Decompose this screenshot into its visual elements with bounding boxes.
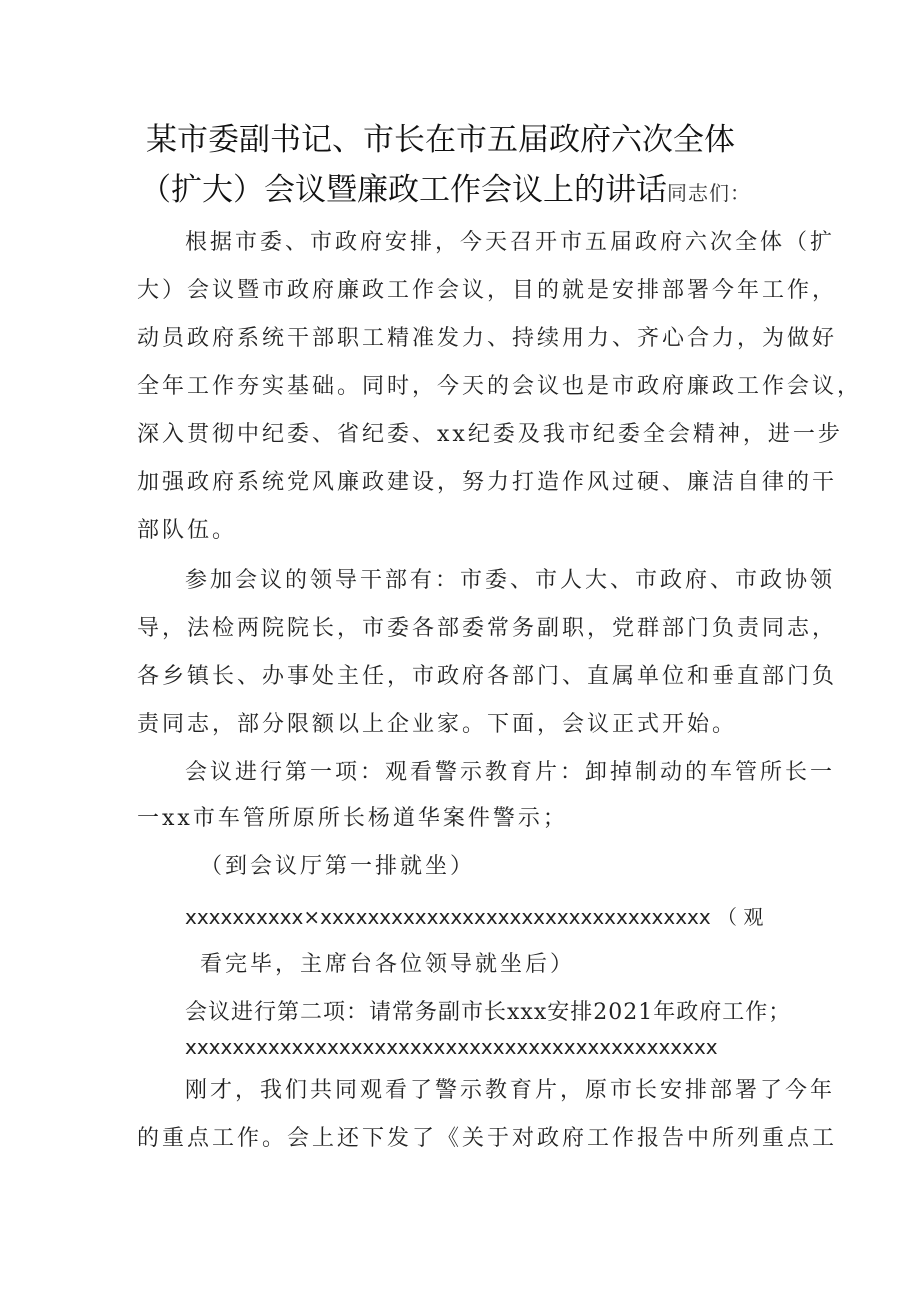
paragraph-line: 动员政府系统干部职工精准发力、持续用力、齐心合力，为做好 <box>137 326 838 351</box>
paragraph-line: 一xx市车管所原所长杨道华案件警示； <box>137 806 568 831</box>
paragraph-line: 各乡镇长、办事处主任，市政府各部门、直属单位和垂直部门负 <box>137 664 838 689</box>
paragraph-line: 责同志，部分限额以上企业家。下面，会议正式开始。 <box>137 712 738 737</box>
paragraph-line: 刚才，我们共同观看了警示教育片，原市长安排部署了今年 <box>185 1078 836 1103</box>
document-title-line-2 <box>140 170 751 213</box>
paragraph-line: 深入贯彻中纪委、省纪委、xx纪委及我市纪委全会精神，进一步 <box>137 422 843 447</box>
paragraph-line: 大）会议暨市政府廉政工作会议，目的就是安排部署今年工作， <box>137 278 838 303</box>
document-title-text: （扩大）会议暨廉政工作会议上的讲话 <box>140 172 667 208</box>
stage-direction: （到会议厅第一排就坐） <box>200 854 476 879</box>
paragraph-line: 全年工作夯实基础。同时，今天的会议也是市政府廉政工作会议， <box>137 374 863 399</box>
placeholder-line: xxxxxxxxxx×xxxxxxxxxxxxxxxxxxxxxxxxxxxxxxxxx （ 观 <box>185 905 764 929</box>
salutation: 同志们： <box>667 181 751 205</box>
paragraph-line: 部队伍。 <box>137 518 238 543</box>
paragraph-line: 会议进行第二项：请常务副市长xxx安排2021年政府工作； <box>185 1000 792 1025</box>
placeholder-line: xxxxxxxxxxxxxxxxxxxxxxxxxxxxxxxxxxxxxxxxxxxxx <box>185 1035 718 1059</box>
paragraph-line: 的重点工作。会上还下发了《关于对政府工作报告中所列重点工 <box>137 1126 838 1151</box>
document-title-line-1: 某市委副书记、市长在市五届政府六次全体 <box>146 122 735 158</box>
paragraph-line: 导，法检两院院长，市委各部委常务副职，党群部门负责同志， <box>137 616 838 641</box>
paragraph-line: 会议进行第一项：观看警示教育片：卸掉制动的车管所长一 <box>185 760 836 785</box>
paragraph-line: 加强政府系统党风廉政建设，努力打造作风过硬、廉洁自律的干 <box>137 470 838 495</box>
paragraph-line: 参加会议的领导干部有：市委、市人大、市政府、市政协领 <box>185 568 836 593</box>
stage-direction: 看完毕，主席台各位领导就坐后） <box>200 952 576 977</box>
paragraph-line: 根据市委、市政府安排，今天召开市五届政府六次全体（扩 <box>185 230 836 255</box>
